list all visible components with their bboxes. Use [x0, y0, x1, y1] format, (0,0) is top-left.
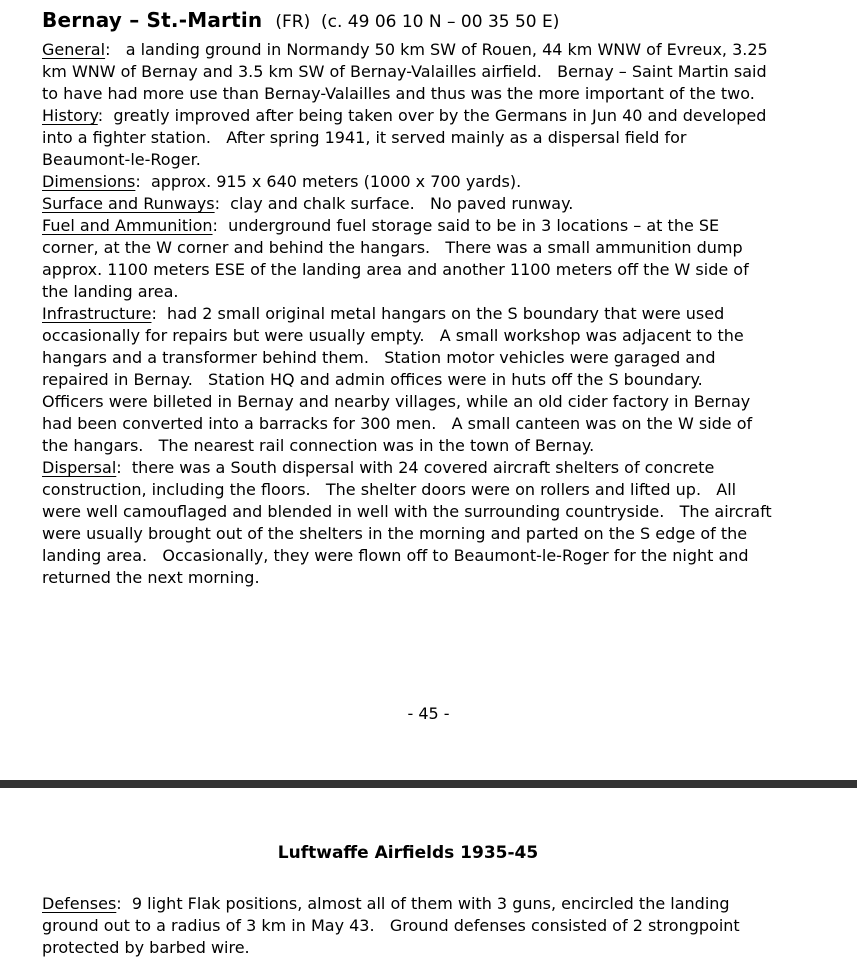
- entry-title: Bernay – St.-Martin: [42, 8, 263, 32]
- entry-title-line: [42, 3, 774, 35]
- section-surface-runways-text: : clay and chalk surface. No paved runway.: [214, 194, 574, 213]
- next-page-content: [42, 893, 774, 959]
- section-dispersal: [42, 457, 777, 589]
- section-fuel-ammunition-label: Fuel and Ammunition: [42, 216, 213, 235]
- section-dispersal-label: Dispersal: [42, 458, 117, 477]
- section-general-label: General: [42, 40, 106, 59]
- section-infrastructure: [42, 303, 774, 457]
- section-defenses-label: Defenses: [42, 894, 117, 913]
- section-fuel-ammunition-text: : underground fuel storage said to be in 3 locations – at the SE corner, at the W corner and behind the hangars. There was a small ammunition dump approx. 1100 meters ESE of the landing area and another 1100 meters off the W side of the landing area.: [42, 216, 754, 301]
- section-dimensions-label: Dimensions: [42, 172, 136, 191]
- section-defenses-text: : 9 light Flak positions, almost all of them with 3 guns, encircled the landing ground out to a radius of 3 km in May 43. Ground defenses consisted of 2 strongpoint protected by barbed wire.: [42, 894, 745, 957]
- airfield-entry: [42, 3, 777, 589]
- entry-title-coordinates: (FR) (c. 49 06 10 N – 00 35 50 E): [275, 12, 560, 32]
- section-dimensions: [42, 171, 774, 193]
- section-history-text: : greatly improved after being taken over by the Germans in Jun 40 and developed into a fighter station. After spring 1941, it served mainly as a dispersal field for Beaumont-le-Roger.: [42, 106, 772, 169]
- section-surface-runways: [42, 193, 774, 215]
- book-running-header: Luftwaffe Airfields 1935-45: [277, 843, 539, 863]
- section-general: [42, 39, 774, 105]
- section-surface-runways-label: Surface and Runways: [42, 194, 215, 213]
- section-infrastructure-label: Infrastructure: [42, 304, 152, 323]
- section-dimensions-text: : approx. 915 x 640 meters (1000 x 700 yards).: [135, 172, 522, 191]
- section-history-label: History: [42, 106, 98, 125]
- page-break-divider: [0, 780, 857, 788]
- section-defenses: [42, 893, 774, 959]
- section-fuel-ammunition: [42, 215, 774, 303]
- section-general-text: : a landing ground in Normandy 50 km SW of Rouen, 44 km WNW of Evreux, 3.25 km WNW of Bernay and 3.5 km SW of Bernay-Valailles airfield. Bernay – Saint Martin said to have had more use than Bernay-Valailles and thus was the more important of the two.: [42, 40, 773, 103]
- section-history: [42, 105, 774, 171]
- section-dispersal-text: : there was a South dispersal with 24 covered aircraft shelters of concrete construction, including the floors. The shelter doors were on rollers and lifted up. All were well camouflaged and blended in well with the surrounding countryside. The aircraft were usually brought out of the shelters in the morning and parted on the S edge of the landing area. Occasionally, they were flown off to Beaumont-le-Roger for the night and returned the next morning.: [42, 458, 777, 587]
- page-number: - 45 -: [407, 704, 450, 723]
- section-infrastructure-text: : had 2 small original metal hangars on the S boundary that were used occasionally for repairs but were usually empty. A small workshop was adjacent to the hangars and a transformer behind them. Station motor vehicles were garaged and repaired in Bernay. Station HQ and admin offices were in huts off the S boundary. Officers were billeted in Bernay and nearby villages, while an old cider factory in Bernay had been converted into a barracks for 300 men. A small canteen was on the W side of the hangars. The nearest rail connection was in the town of Bernay.: [42, 304, 758, 455]
